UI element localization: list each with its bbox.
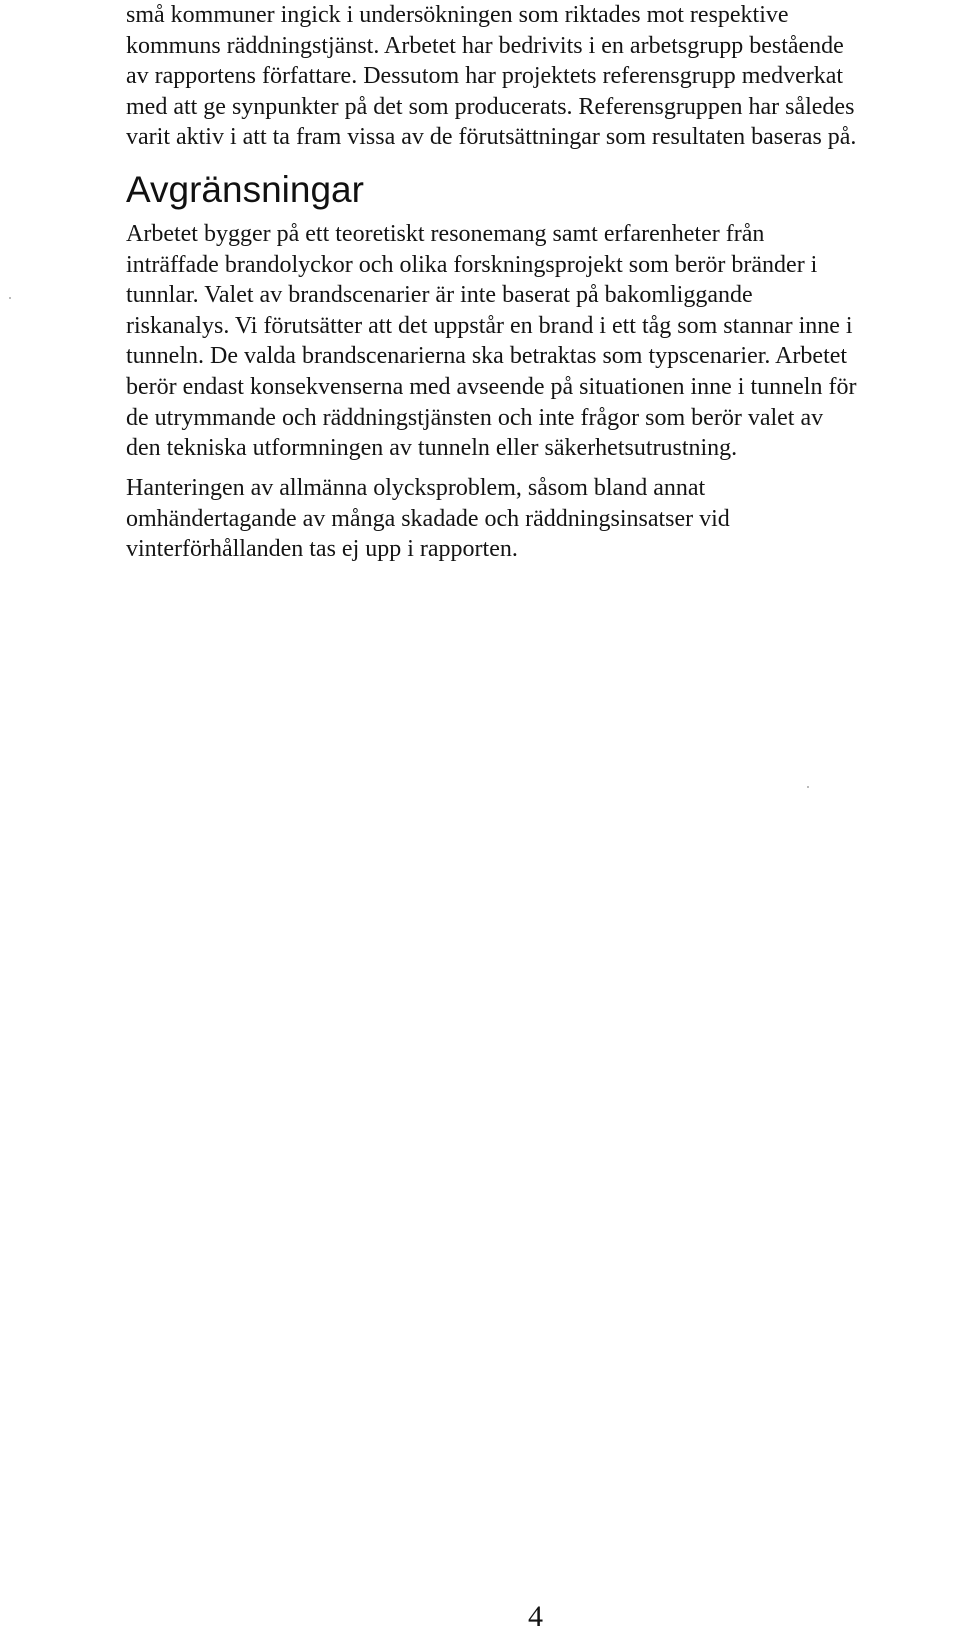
text-line: omhändertagande av många skadade och räddningsinsatser vid: [126, 505, 730, 532]
text-line: de utrymmande och räddningstjänsten och inte frågor som berör valet av: [126, 404, 824, 431]
text-line: inträffade brandolyckor och olika forskningsprojekt som berör bränder i: [126, 251, 818, 278]
scan-speck: [9, 297, 11, 299]
text-line: med att ge synpunkter på det som producerats. Referensgruppen har således: [126, 93, 855, 120]
paragraph-exclusions: [126, 473, 730, 565]
page-number: 4: [528, 1600, 543, 1633]
text-line: varit aktiv i att ta fram vissa av de förutsättningar som resultaten baseras på.: [126, 124, 857, 151]
scan-speck: [807, 786, 809, 788]
text-line: tunnlar. Valet av brandscenarier är inte baserat på bakomliggande: [126, 282, 753, 309]
section-heading: Avgränsningar: [126, 169, 364, 210]
text-line: vinterförhållanden tas ej upp i rapporten.: [126, 536, 518, 563]
text-line: små kommuner ingick i undersökningen som riktades mot respektive: [126, 2, 789, 28]
text-line: den tekniska utformningen av tunneln eller säkerhetsutrustning.: [126, 435, 738, 462]
text-line: Arbetet bygger på ett teoretiskt resonemang samt erfarenheter från: [126, 221, 765, 247]
paragraph-intro: [126, 0, 856, 153]
text-line: tunneln. De valda brandscenarierna ska betraktas som typscenarier. Arbetet: [126, 343, 848, 370]
text-line: Hanteringen av allmänna olycksproblem, såsom bland annat: [126, 475, 706, 501]
text-line: kommuns räddningstjänst. Arbetet har bedrivits i en arbetsgrupp bestående: [126, 32, 844, 59]
paragraph-scope: [126, 219, 856, 464]
text-line: av rapportens författare. Dessutom har projektets referensgrupp medverkat: [126, 63, 844, 90]
text-line: berör endast konsekvenserna med avseende på situationen inne i tunneln för: [126, 373, 857, 400]
text-line: riskanalys. Vi förutsätter att det uppstår en brand i ett tåg som stannar inne i: [126, 312, 853, 339]
